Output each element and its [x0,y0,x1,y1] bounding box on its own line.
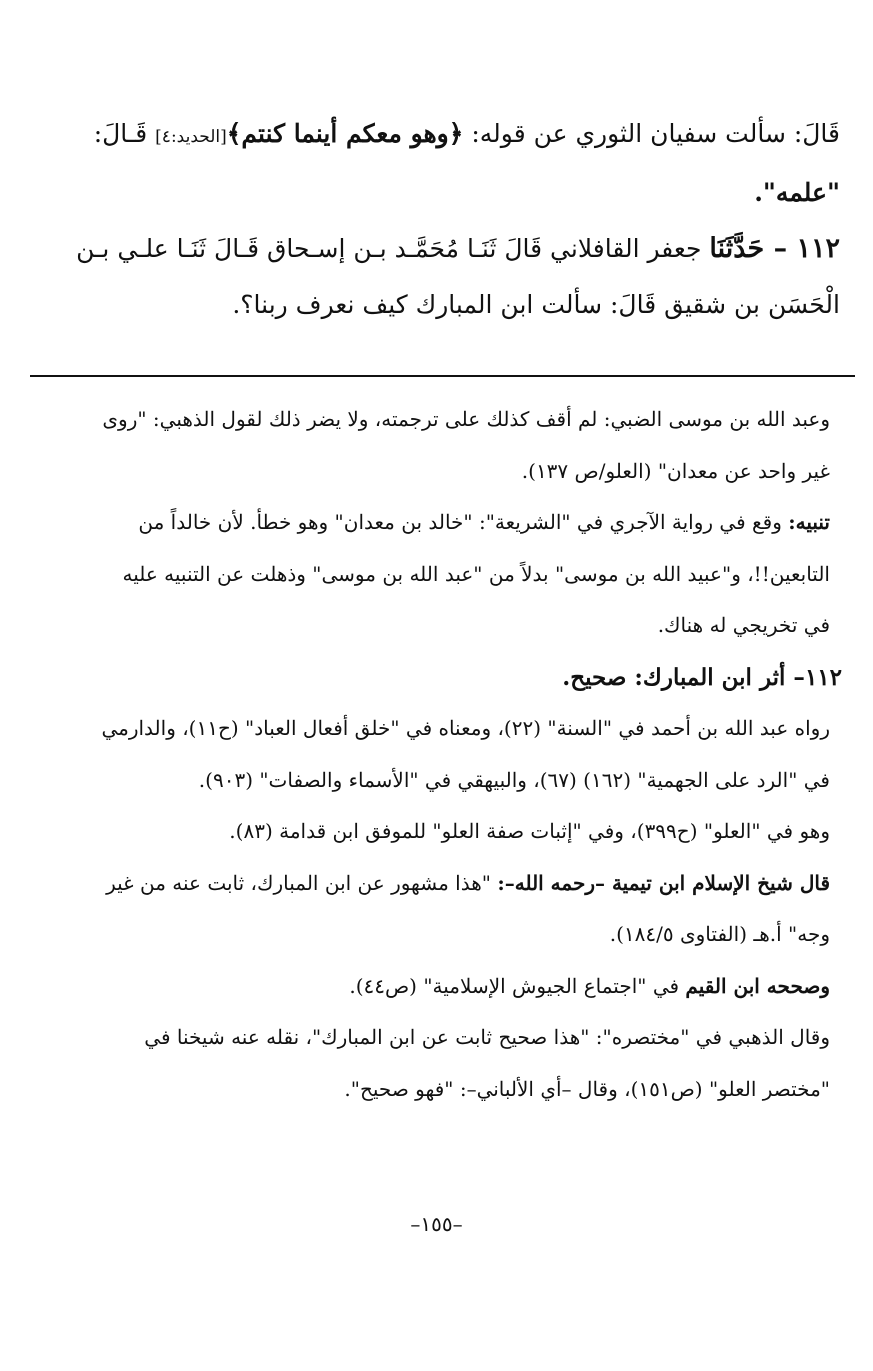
main-paragraph-1 [70,106,840,221]
note-6 [95,858,830,961]
note-7-text: في "اجتماع الجيوش الإسلامية" (ص٤٤). [349,973,686,998]
note-7-label: وصححه ابن القيم [685,973,830,998]
note-6-label: قال شيخ الإسلام ابن تيمية –رحمه الله–: [497,870,830,895]
note-7 [95,961,830,1013]
hadith-opening-word: حَدَّثَنَا [709,233,765,264]
main-line2-text: "علمه". [754,178,840,207]
main-text [70,106,840,333]
footnote-separator [30,375,855,377]
hadith-paragraph [70,221,840,333]
note-5: وهو في "العلو" (ح٣٩٩)، وفي "إثبات صفة العلو" للموفق ابن قدامة (٨٣). [229,819,830,843]
hadith-chain-text: جعفر القافلاني قَالَ ثَنَـا مُحَمَّـد بـن إسـحاق قَـالَ ثَنَـا علـي بـن الْحَسَن بن شقيق قَالَ: سألت ابن المبارك كيف نعرف ربنا؟. [76,234,840,319]
note-2-text: وقع في رواية الآجري في "الشريعة": "خالد بن معدان" وهو خطأ. لأن خالداً من التابعين!!، و"عبيد الله بن موسى" بدلاً من "عبد الله بن موسى" وذهلت عن التنبيه عليه في تخريجي له هناك. [122,510,830,637]
note-2 [95,497,830,652]
hadith-number: ١١٢ – [764,233,840,264]
note-4: رواه عبد الله بن أحمد في "السنة" (٢٢)، ومعناه في "خلق أفعال العباد" (ح١١)، والدارمي في "الرد على الجهمية" (١٦٢) (٦٧)، والبيهقي في "الأسماء والصفات" (٩٠٣). [101,716,830,792]
quran-verse: ﴿وهو معكم أينما كنتم﴾ [226,119,464,148]
page-number: –١٥٥– [410,1212,463,1236]
note-6-text: "هذا مشهور عن ابن المبارك، ثابت عنه من غير وجه" أ.هـ (الفتاوى ١٨٤/٥). [106,870,830,946]
note-2-label: تنبيه: [788,510,830,534]
note-1: وعبد الله بن موسى الضبي: لم أقف كذلك على ترجمته، ولا يضر ذلك لقول الذهبي: "روى غير واحد عن معدان" (العلو/ص ١٣٧). [102,407,830,483]
note-heading-112: ١١٢– أثر ابن المبارك: صحيح. [562,663,842,691]
main-line1-text: قَالَ: سألت سفيان الثوري عن قوله: [463,119,840,148]
footnotes [95,394,842,1115]
main-line1-qala: قَـالَ: [93,119,156,148]
verse-reference: [الحديد:٤] [155,127,227,147]
note-8: وقال الذهبي في "مختصره": "هذا صحيح ثابت عن ابن المبارك"، نقله عنه شيخنا في "مختصر العلو" (ص١٥١)، وقال –أي الألباني–: "فهو صحيح". [144,1025,830,1101]
